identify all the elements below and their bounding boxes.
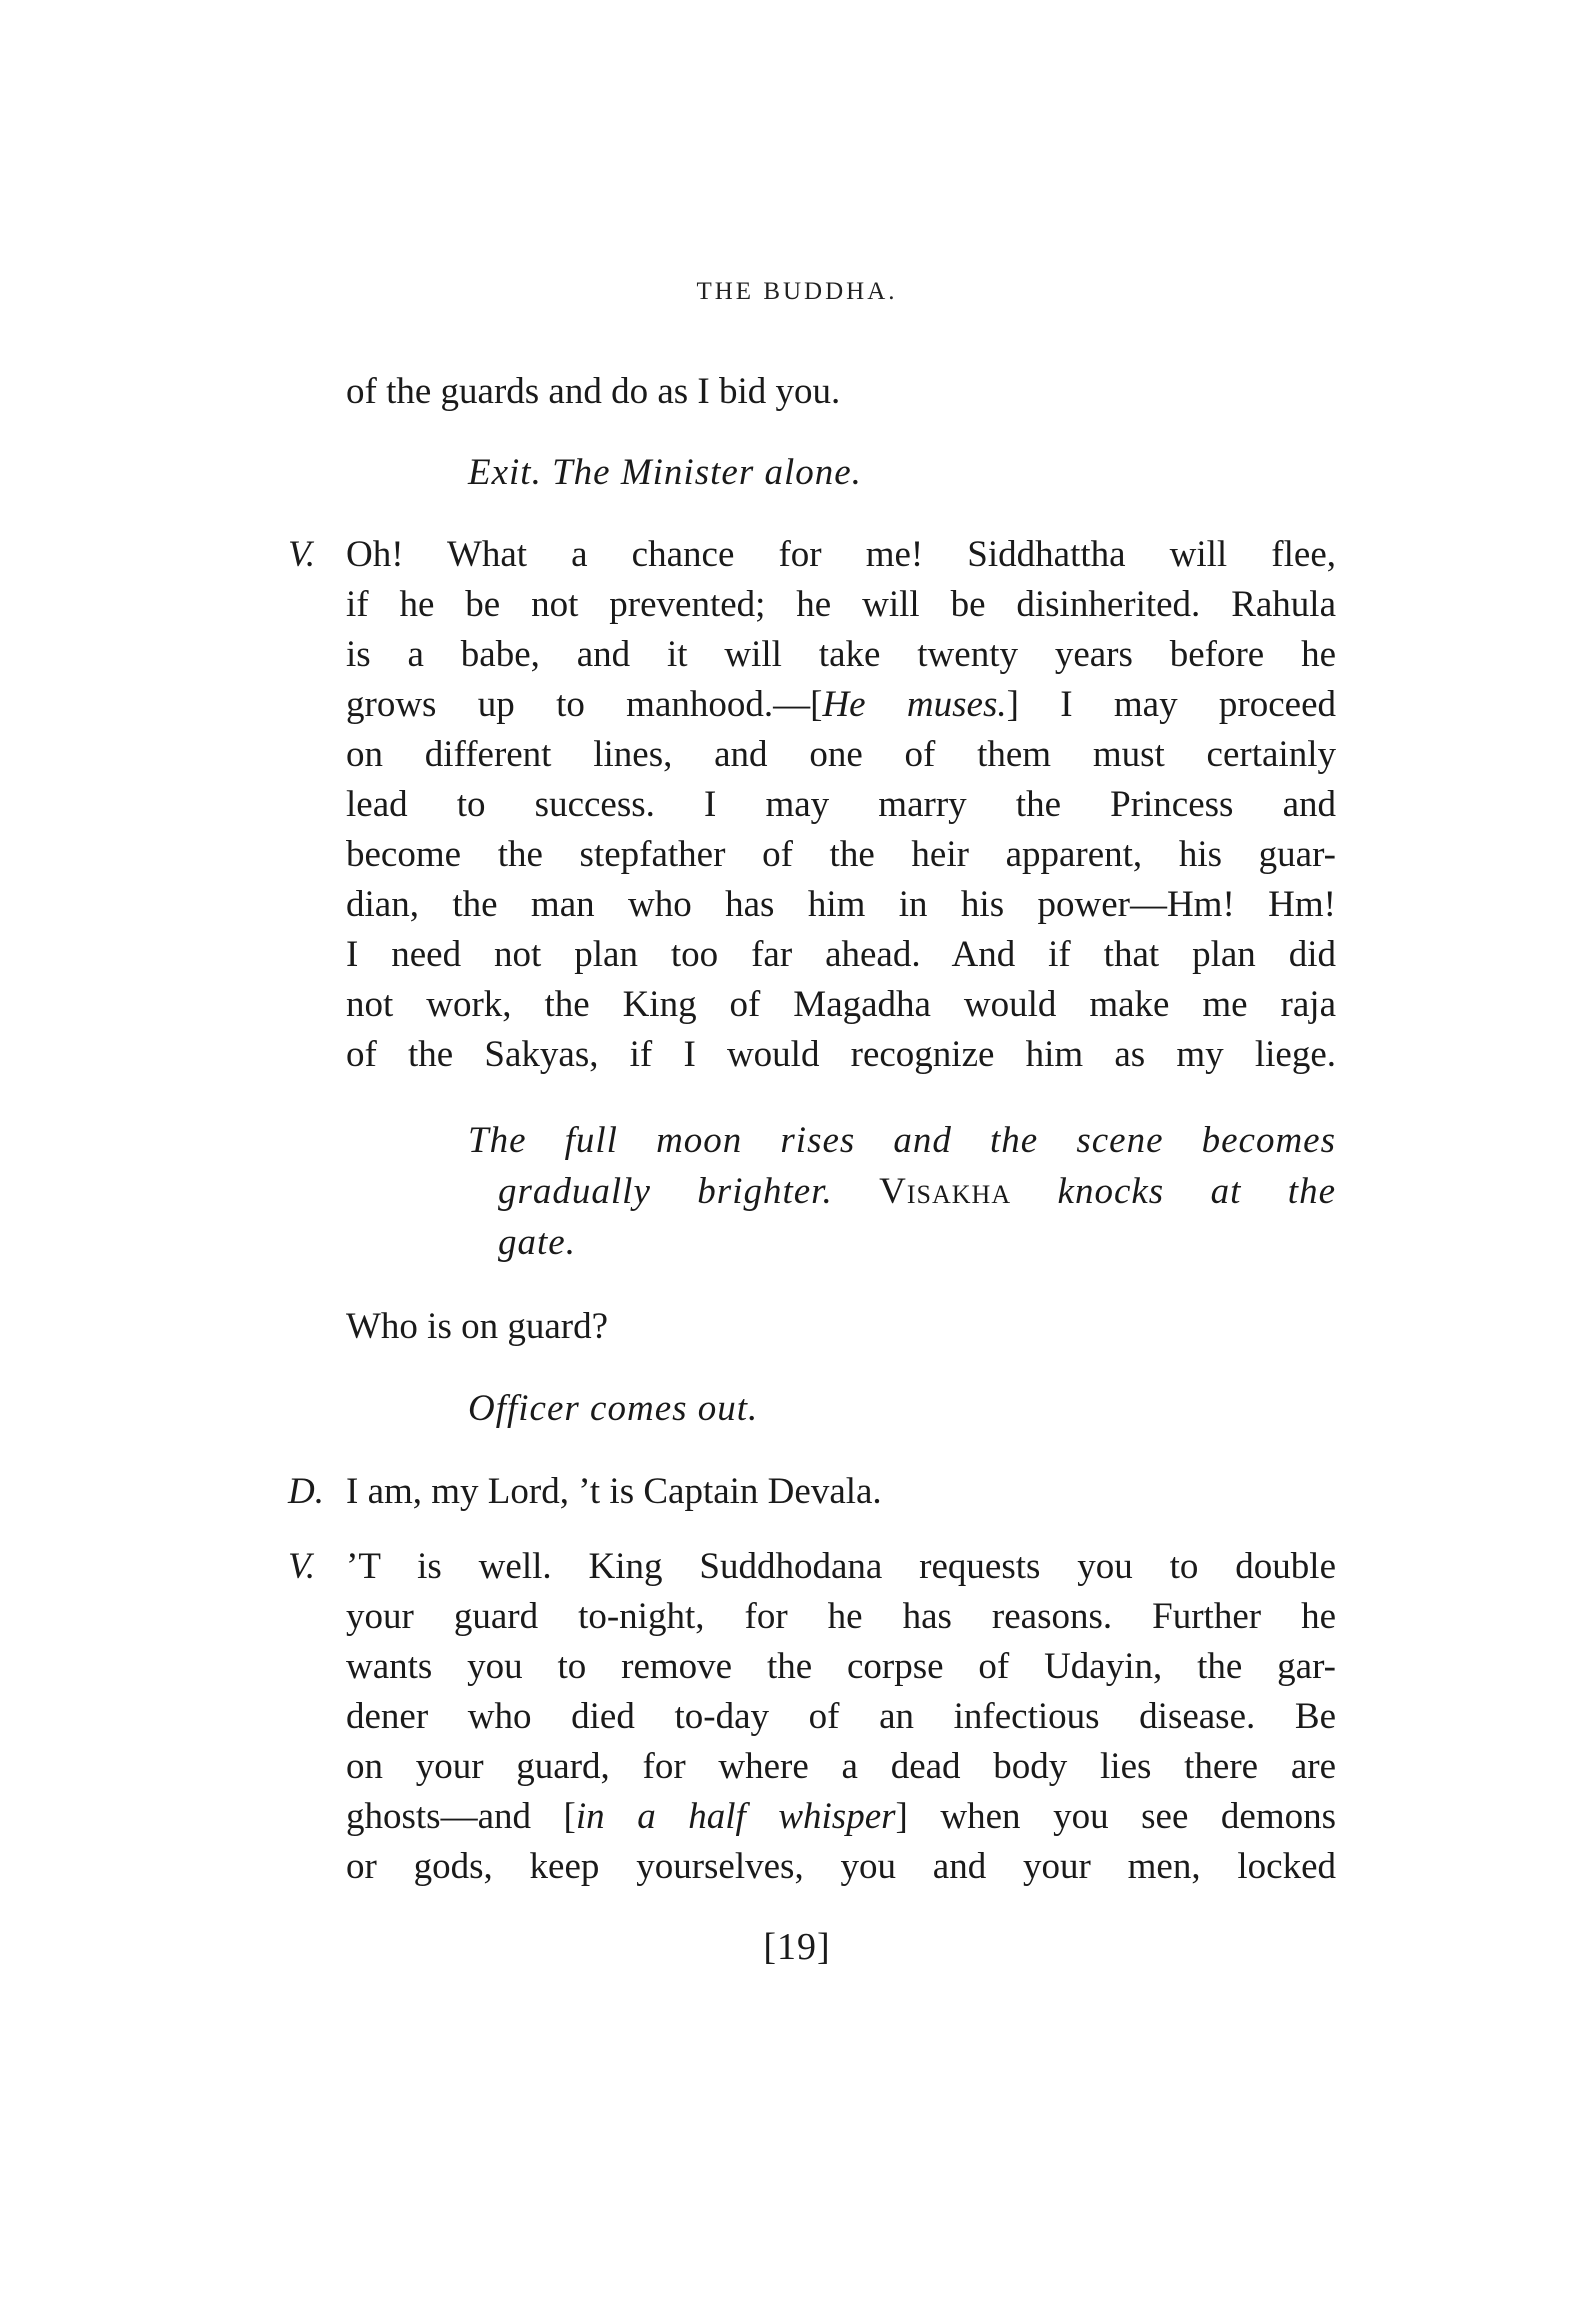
text-line: wants you to remove the corpse of Udayin, the gar- <box>346 1646 1336 1687</box>
text-line: on your guard, for where a dead body lies there are <box>346 1746 1336 1787</box>
text-line: of the guards and do as I bid you. <box>346 371 841 412</box>
text-fragment: ghosts—and [ <box>346 1796 576 1837</box>
stage-direction: The full moon rises and the scene becomes <box>468 1120 1336 1161</box>
text-fragment: grows up to manhood.—[ <box>346 684 823 725</box>
text-line: if he be not prevented; he will be disinherited. Rahula <box>346 584 1336 625</box>
character-name: Visakha <box>879 1171 1012 1212</box>
text-fragment: gradually brighter. <box>498 1171 833 1212</box>
stage-direction: Exit. The Minister alone. <box>468 452 862 493</box>
text-line: or gods, keep yourselves, you and your men, locked <box>346 1846 1336 1887</box>
text-line: dian, the man who has him in his power—Hm! Hm! <box>346 884 1336 925</box>
text-line: I need not plan too far ahead. And if that plan did <box>346 934 1336 975</box>
text-fragment: knocks at the <box>1057 1171 1337 1212</box>
text-line <box>346 1792 1336 1842</box>
inline-stage-direction: in a half whisper <box>575 1796 896 1837</box>
text-line: Who is on guard? <box>346 1306 609 1347</box>
text-line: I am, my Lord, ’t is Captain Devala. <box>346 1471 882 1512</box>
text-line: on different lines, and one of them must certainly <box>346 734 1336 775</box>
text-line: of the Sakyas, if I would recognize him as my liege. <box>346 1034 1336 1075</box>
page-number: [19] <box>763 1926 831 1968</box>
stage-direction: gate. <box>498 1222 576 1263</box>
running-head: THE BUDDHA. <box>696 278 898 305</box>
text-line <box>346 680 1336 730</box>
speaker-label: V. <box>288 1546 316 1587</box>
text-line: become the stepfather of the heir apparent, his guar- <box>346 834 1336 875</box>
text-line: Oh! What a chance for me! Siddhattha will flee, <box>346 534 1336 575</box>
speaker-label: D. <box>288 1471 324 1512</box>
text-line: dener who died to-day of an infectious disease. Be <box>346 1696 1336 1737</box>
speaker-label: V. <box>288 534 316 575</box>
text-fragment: ] when you see demons <box>895 1796 1337 1837</box>
inline-stage-direction: He muses. <box>822 684 1007 725</box>
text-line: your guard to-night, for he has reasons. Further he <box>346 1596 1336 1637</box>
text-fragment: ] I may proceed <box>1006 684 1336 725</box>
text-line: not work, the King of Magadha would make me raja <box>346 984 1336 1025</box>
stage-direction: Officer comes out. <box>468 1388 759 1429</box>
text-line: ’T is well. King Suddhodana requests you to double <box>346 1546 1336 1587</box>
text-line: lead to success. I may marry the Princess and <box>346 784 1336 825</box>
text-line: is a babe, and it will take twenty years before he <box>346 634 1336 675</box>
stage-direction <box>498 1167 1336 1217</box>
